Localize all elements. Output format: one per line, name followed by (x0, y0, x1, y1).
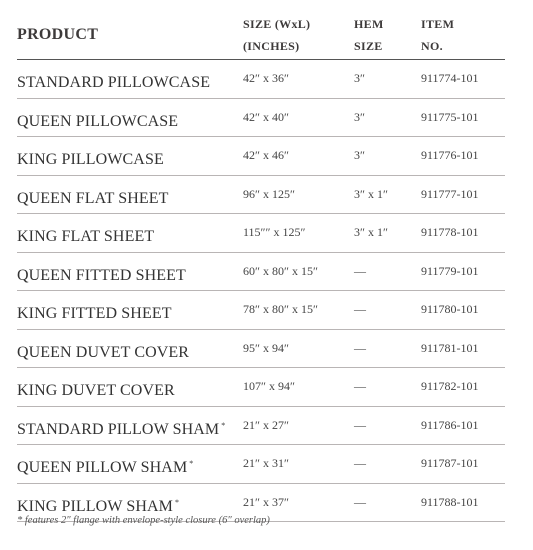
size-value: 96″ x 125″ (243, 186, 295, 201)
header-hem (354, 13, 384, 57)
hem-value: — (354, 379, 366, 393)
item-number: 911777-101 (421, 186, 479, 201)
item-number: 911786-101 (421, 417, 479, 432)
table-body (17, 60, 505, 522)
hem-value: — (354, 417, 366, 432)
product-name-text: STANDARD PILLOW SHAM (17, 420, 220, 438)
product-name-text: KING PILLOWCASE (17, 151, 164, 168)
header-hem-line1: HEM (354, 17, 384, 31)
header-hem-line2: SIZE (354, 39, 383, 53)
item-number: 911775-101 (421, 109, 479, 124)
size-value: 95″ x 94″ (243, 340, 289, 355)
item-number: 911788-101 (421, 494, 479, 509)
hem-value: 3″ x 1″ (354, 225, 388, 239)
product-name-text: QUEEN PILLOWCASE (17, 112, 179, 130)
size-value: 21″ x 31″ (243, 456, 289, 470)
product-name-text: QUEEN FITTED SHEET (17, 266, 186, 284)
size-value: 60″ x 80″ x 15″ (243, 263, 318, 278)
hem-value: — (354, 302, 366, 316)
table-row (17, 60, 505, 99)
item-number: 911778-101 (421, 225, 479, 239)
size-value: 42″ x 46″ (243, 148, 289, 162)
item-number: 911779-101 (421, 263, 479, 278)
hem-value: 3″ (354, 148, 365, 162)
product-spec-table (17, 0, 505, 522)
product-name (17, 368, 177, 409)
product-name (17, 407, 225, 448)
product-name (17, 60, 212, 101)
product-name-text: KING DUVET COVER (17, 382, 175, 399)
product-name (17, 445, 193, 486)
product-name (17, 291, 174, 332)
header-item (421, 13, 454, 57)
product-name (17, 214, 156, 255)
footnote-marker: * (221, 420, 226, 430)
header-item-line1: ITEM (421, 17, 455, 31)
item-number: 911782-101 (421, 379, 479, 393)
item-number: 911774-101 (421, 71, 479, 85)
header-product (17, 24, 98, 46)
item-number: 911780-101 (421, 302, 479, 316)
table-header (17, 0, 505, 60)
table-row (17, 253, 505, 292)
item-number: 911776-101 (421, 148, 479, 162)
product-name (17, 330, 191, 371)
table-row (17, 176, 505, 215)
hem-value: — (354, 263, 366, 278)
hem-value: — (354, 456, 366, 470)
hem-value: — (354, 340, 366, 355)
size-value: 42″ x 40″ (243, 109, 289, 124)
header-size-line2: (INCHES) (243, 39, 300, 53)
size-value: 21″ x 37″ (243, 494, 289, 509)
size-value: 78″ x 80″ x 15″ (243, 302, 318, 316)
product-name-text: KING PILLOW SHAM (17, 497, 173, 515)
size-value: 21″ x 27″ (243, 417, 289, 432)
size-value: 107″ x 94″ (243, 379, 295, 393)
table-row (17, 137, 505, 176)
footnote-marker: * (189, 459, 194, 468)
hem-value: 3″ (354, 71, 365, 85)
product-name-text: QUEEN FLAT SHEET (17, 189, 169, 207)
header-size-line1: SIZE (WxL) (243, 17, 311, 31)
table-row (17, 368, 505, 407)
product-name (17, 99, 180, 140)
size-value: 42″ x 36″ (243, 71, 289, 85)
product-name-text: KING FLAT SHEET (17, 228, 155, 245)
item-number: 911787-101 (421, 456, 479, 470)
size-value: 115″″ x 125″ (243, 225, 306, 239)
header-product-label: PRODUCT (17, 26, 99, 43)
product-name (17, 176, 171, 217)
product-name-text: STANDARD PILLOWCASE (17, 74, 211, 91)
item-number: 911781-101 (421, 340, 479, 355)
product-name-text: KING FITTED SHEET (17, 305, 172, 322)
product-name (17, 253, 188, 294)
table-row (17, 330, 505, 369)
footnote: * features 2″ flange with envelope-style closure (6″ overlap) (17, 515, 270, 526)
hem-value: 3″ (354, 109, 365, 124)
hem-value: — (354, 494, 366, 509)
hem-value: 3″ x 1″ (354, 186, 388, 201)
product-name-text: QUEEN PILLOW SHAM (17, 459, 188, 476)
table-row (17, 214, 505, 253)
header-item-line2: NO. (421, 39, 443, 53)
table-row (17, 291, 505, 330)
product-name (17, 137, 166, 178)
table-row (17, 99, 505, 138)
footnote-marker: * (174, 497, 180, 507)
header-size (243, 13, 310, 57)
product-name-text: QUEEN DUVET COVER (17, 343, 190, 361)
table-row (17, 445, 505, 484)
table-row (17, 407, 505, 446)
